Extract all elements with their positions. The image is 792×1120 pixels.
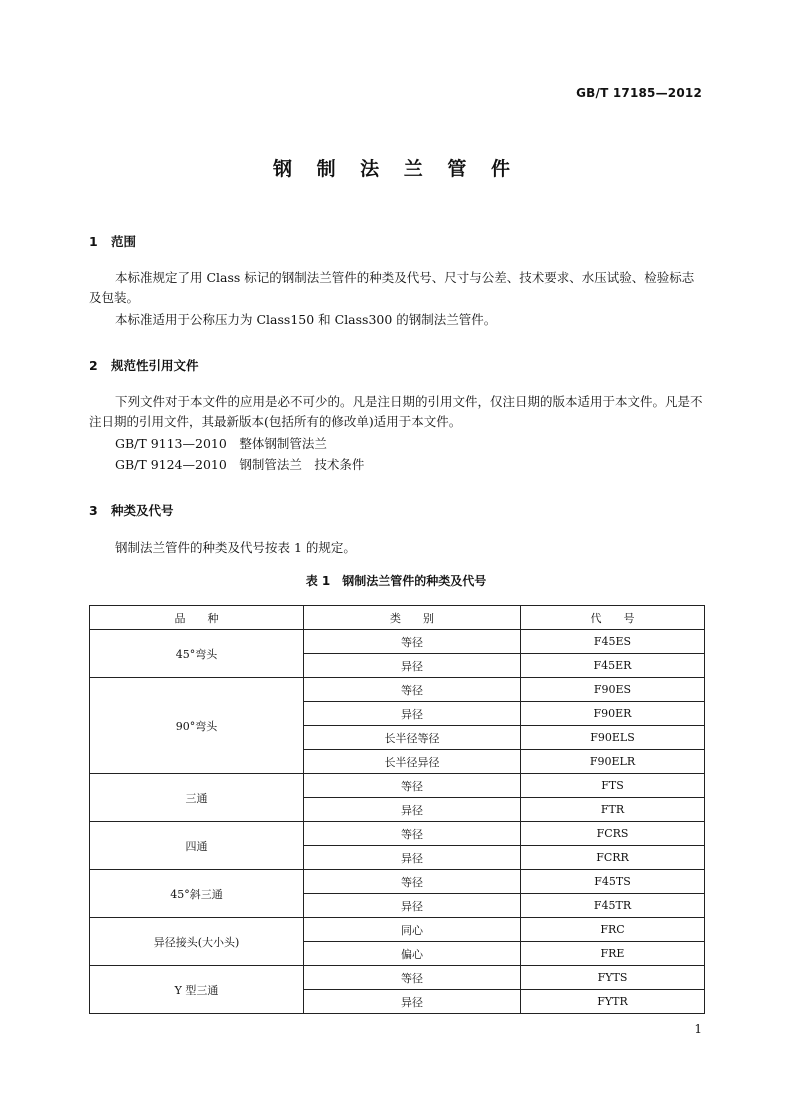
variety-cell: 三通 — [90, 774, 304, 822]
variety-cell: 45°斜三通 — [90, 870, 304, 918]
code-cell: F90ELR — [521, 750, 705, 774]
category-cell: 偏心 — [304, 942, 521, 966]
column-header-variety: 品 种 — [90, 606, 304, 630]
category-cell: 异径 — [304, 654, 521, 678]
category-cell: 异径 — [304, 798, 521, 822]
table-row — [90, 918, 705, 942]
code-cell: F90ES — [521, 678, 705, 702]
table-row — [90, 630, 705, 654]
table-header-row — [90, 606, 705, 630]
table-row — [90, 870, 705, 894]
table-row — [90, 678, 705, 702]
variety-cell: 45°弯头 — [90, 630, 304, 678]
code-cell: FRE — [521, 942, 705, 966]
reference-item: GB/T 9124—2010 钢制管法兰 技术条件 — [115, 457, 365, 472]
category-cell: 等径 — [304, 678, 521, 702]
table-row — [90, 966, 705, 990]
code-cell: FYTS — [521, 966, 705, 990]
document-title: 钢 制 法 兰 管 件 — [272, 158, 520, 180]
category-cell: 异径 — [304, 894, 521, 918]
code-cell: F45TR — [521, 894, 705, 918]
section-title: 种类及代号 — [111, 503, 174, 518]
reference-item: GB/T 9113—2010 整体钢制管法兰 — [115, 436, 327, 451]
code-cell: F45ER — [521, 654, 705, 678]
section-2-paragraph-1: 下列文件对于本文件的应用是必不可少的。凡是注日期的引用文件，仅注日期的版本适用于本文件。凡是不注日期的引用文件，其最新版本(包括所有的修改单)适用于本文件。 — [89, 394, 703, 429]
section-3-paragraph-1: 钢制法兰管件的种类及代号按表 1 的规定。 — [115, 540, 356, 555]
code-cell: FCRS — [521, 822, 705, 846]
section-2-heading — [89, 356, 199, 374]
table-caption: 表 1 钢制法兰管件的种类及代号 — [305, 574, 487, 588]
category-cell: 异径 — [304, 702, 521, 726]
category-cell: 异径 — [304, 846, 521, 870]
code-cell: F45TS — [521, 870, 705, 894]
category-cell: 同心 — [304, 918, 521, 942]
variety-cell: Y 型三通 — [90, 966, 304, 1014]
category-cell: 等径 — [304, 630, 521, 654]
category-cell: 等径 — [304, 870, 521, 894]
code-cell: FCRR — [521, 846, 705, 870]
code-cell: FTS — [521, 774, 705, 798]
category-cell: 长半径等径 — [304, 726, 521, 750]
code-cell: F45ES — [521, 630, 705, 654]
category-cell: 异径 — [304, 990, 521, 1014]
variety-cell: 四通 — [90, 822, 304, 870]
section-number: 2 — [89, 358, 98, 373]
column-header-code: 代 号 — [521, 606, 705, 630]
section-3-heading — [89, 501, 174, 519]
table-row — [90, 774, 705, 798]
category-cell: 等径 — [304, 966, 521, 990]
section-title: 规范性引用文件 — [111, 358, 199, 373]
variety-code-table — [89, 605, 705, 1014]
category-cell: 等径 — [304, 774, 521, 798]
table-row — [90, 822, 705, 846]
code-cell: FYTR — [521, 990, 705, 1014]
code-cell: FRC — [521, 918, 705, 942]
code-cell: F90ER — [521, 702, 705, 726]
section-title: 范围 — [111, 234, 137, 249]
standard-number: GB/T 17185—2012 — [576, 86, 702, 100]
category-cell: 长半径异径 — [304, 750, 521, 774]
section-1-heading — [89, 232, 136, 250]
code-cell: F90ELS — [521, 726, 705, 750]
section-1-paragraph-1: 本标准规定了用 Class 标记的钢制法兰管件的种类及代号、尺寸与公差、技术要求、水压试验、检验标志及包装。 — [89, 270, 695, 305]
variety-cell: 异径接头(大小头) — [90, 918, 304, 966]
section-1-paragraph-2: 本标准适用于公称压力为 Class150 和 Class300 的钢制法兰管件。 — [115, 312, 497, 327]
variety-cell: 90°弯头 — [90, 678, 304, 774]
page-number: 1 — [694, 1022, 702, 1036]
section-number: 3 — [89, 503, 98, 518]
category-cell: 等径 — [304, 822, 521, 846]
section-number: 1 — [89, 234, 98, 249]
code-cell: FTR — [521, 798, 705, 822]
column-header-category: 类 别 — [304, 606, 521, 630]
